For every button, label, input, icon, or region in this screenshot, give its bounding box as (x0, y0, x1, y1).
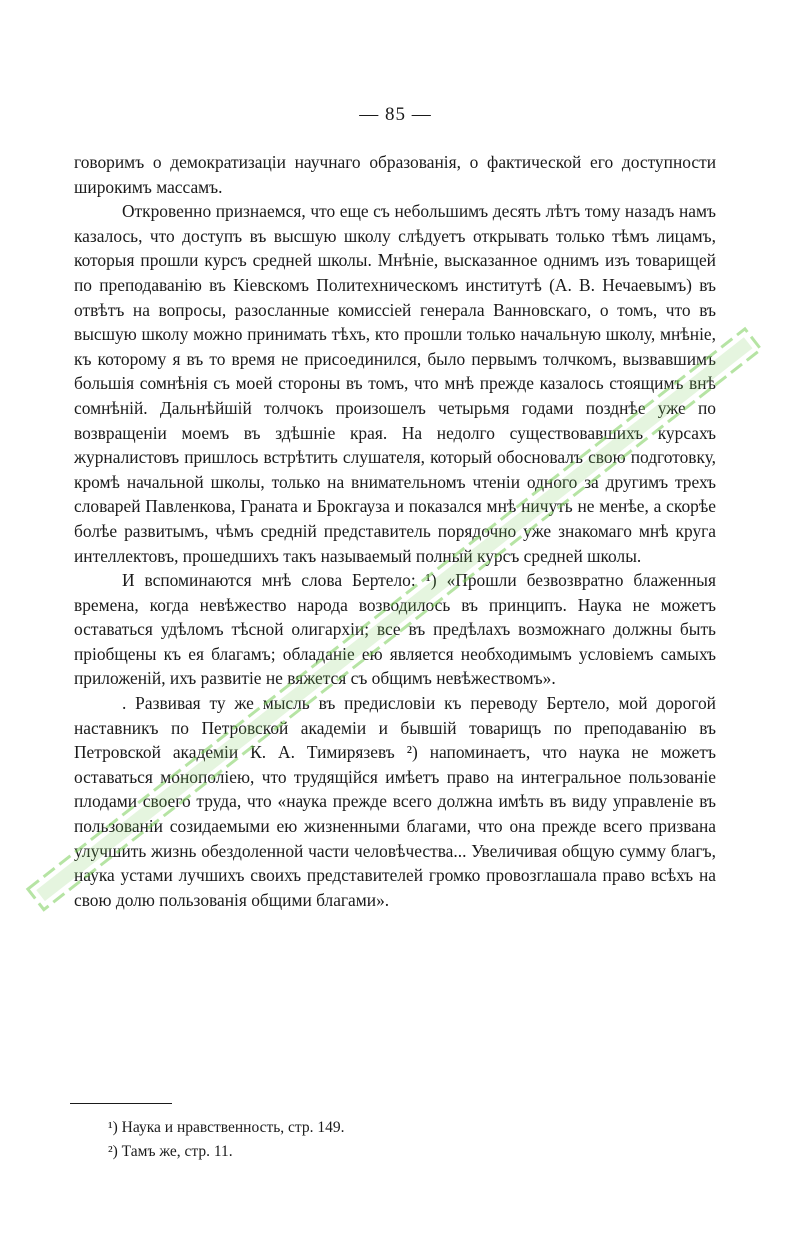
footnote-2: ²) Тамъ же, стр. 11. (108, 1143, 233, 1160)
paragraph-4: . Развивая ту же мысль въ предисловіи къ переводу Бертело, мой дорогой наставникъ по Петровской академіи и бывшій товарищъ по преподаванію въ Петровской академіи К. А. Тимирязевъ ²) напоминаетъ, что наука не можетъ оставаться монополіею, что трудящійся имѣетъ право на интегральное пользованіе плодами своего труда, что «наука прежде всего должна имѣть въ виду управленіе въ пользованіи созидаемыми ею жизненными благами, что она прежде всего призвана улучшить жизнь обездоленной части человѣчества... Увеличивая общую сумму благъ, наука устами лучшихъ своихъ представителей громко провозглашала право всѣхъ на свою долю пользованія общими благами». (74, 693, 716, 910)
footnote-rule (70, 1103, 172, 1104)
body-text (74, 150, 716, 912)
footnotes (108, 1116, 608, 1164)
paragraph-2: Откровенно признаемся, что еще съ небольшимъ десять лѣтъ тому назадъ намъ казалось, что доступъ въ высшую школу слѣдуетъ открывать только тѣмъ лицамъ, которыя прошли курсъ средней школы. Мнѣніе, высказанное однимъ изъ товарищей по преподаванію въ Кіевскомъ Политехническомъ институтѣ (А. В. Нечаевымъ) въ отвѣтъ на вопросы, разосланные комиссіей генерала Ванновскаго, о томъ, что въ высшую школу можно принимать тѣхъ, кто прошли только начальную школу, мнѣніе, къ которому я въ то время не присоединился, было первымъ толчкомъ, вызвавшимъ большія сомнѣнія съ моей стороны въ томъ, что мнѣ прежде казалось стоящимъ внѣ сомнѣній. Дальнѣйшій толчокъ произошелъ четырьмя годами позднѣе уже по возвращеніи моемъ въ здѣшніе края. На недолго существовавшихъ курсахъ журналистовъ пришлось встрѣтить слушателя, который обосновалъ свою подготовку, кромѣ начальной школы, только на внимательномъ чтеніи одного за другимъ трехъ словарей Павленкова, Граната и Брокгауза и показался мнѣ ничуть не менѣе, а скорѣе болѣе развитымъ, чѣмъ средній представитель порядочно уже знакомаго мнѣ круга интеллектовъ, прошедшихъ такъ называемый полный курсъ средней школы. (74, 201, 716, 566)
footnote-1: ¹) Наука и нравственность, стр. 149. (108, 1119, 345, 1136)
paragraph-3: И вспоминаются мнѣ слова Бертело: ¹) «Прошли безвозвратно блаженныя времена, когда невѣжество народа возводилось въ принципъ. Наука не можетъ оставаться удѣломъ тѣсной олигархіи; все въ предѣлахъ возможнаго должны быть пріобщены къ ея благамъ; обладаніе ею является необходимымъ условіемъ самыхъ приложеній, ихъ развитіе не вяжется съ общимъ невѣжествомъ». (74, 570, 716, 689)
paragraph-1: говоримъ о демократизаціи научнаго образованія, о фактической его доступности широкимъ массамъ. (74, 152, 716, 197)
page-number: — 85 — (359, 104, 432, 125)
